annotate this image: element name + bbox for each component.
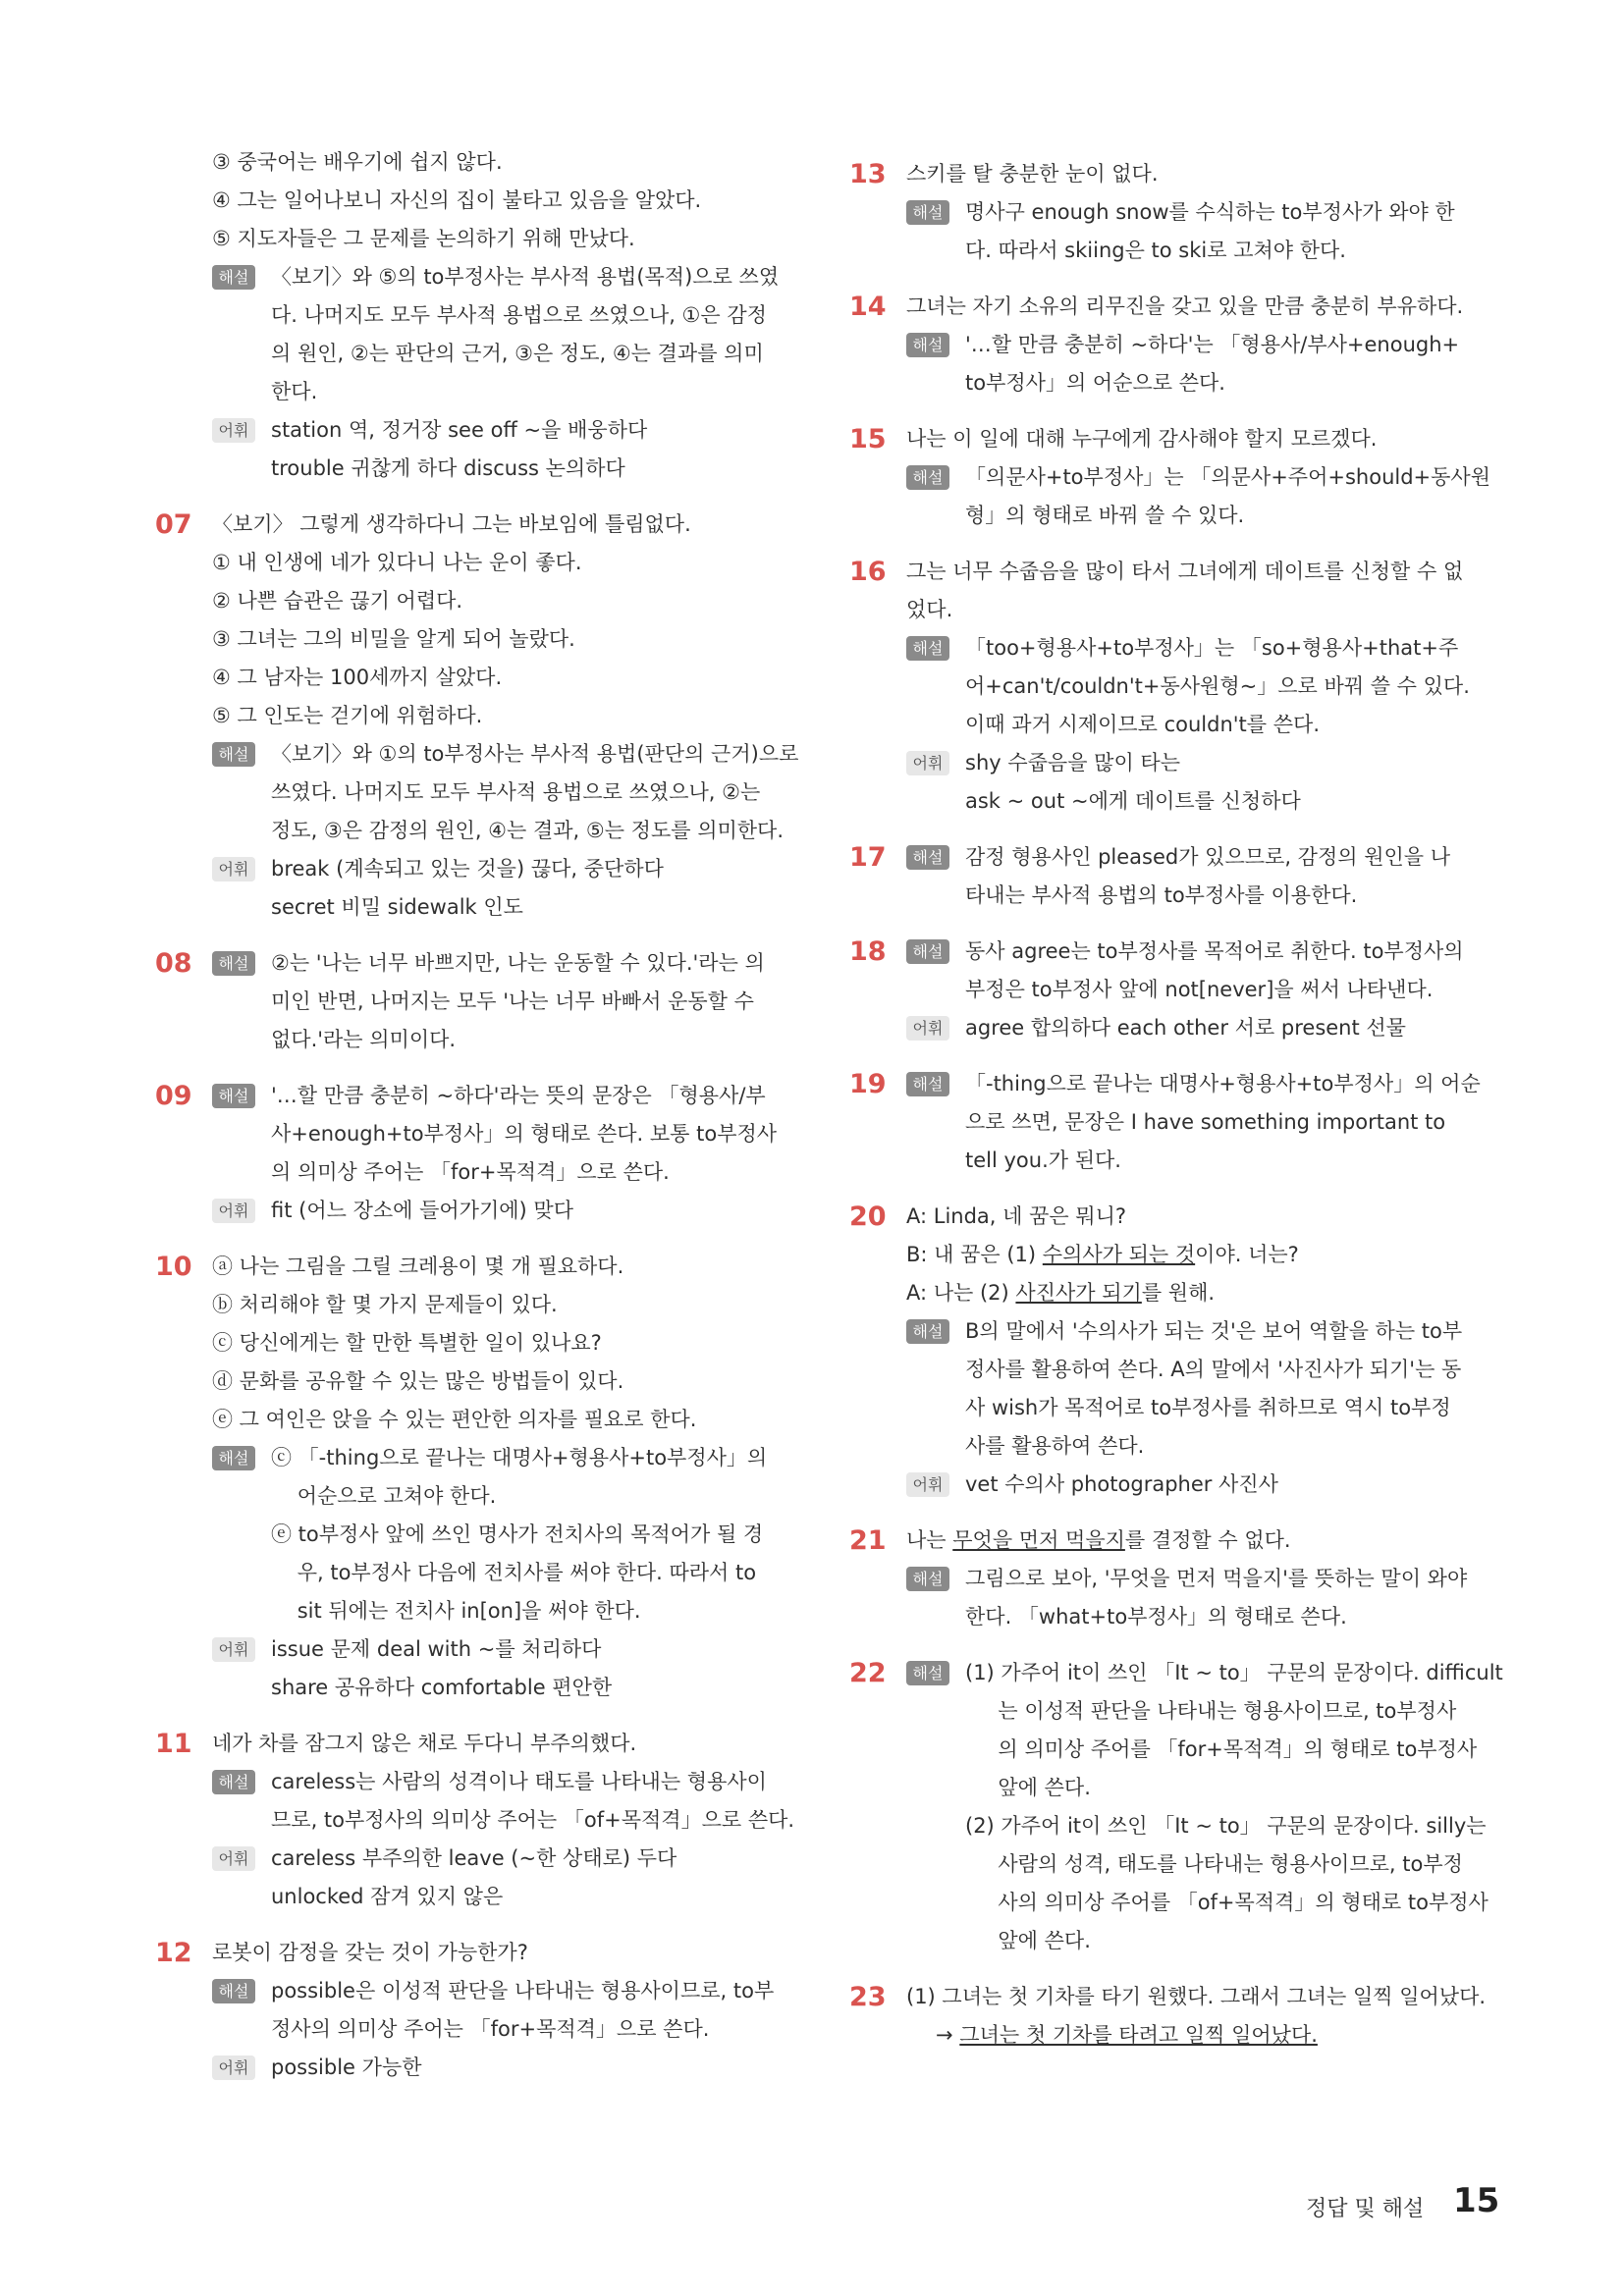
expl-line: 으로 쓰면, 문장은 I have something important to (965, 1110, 1446, 1134)
item-line: 로봇이 감정을 갖는 것이 가능한가? (212, 1941, 528, 1964)
expl-line: 앞에 쓴다. (965, 1929, 1091, 1952)
explanation (851, 458, 1494, 535)
haeseol-badge: 해설 (212, 742, 255, 767)
question-09 (157, 1077, 800, 1230)
item-line: 나는 이 일에 대해 누구에게 감사해야 할지 모르겠다. (906, 427, 1378, 451)
item-line: 〈보기〉 그렇게 생각하다니 그는 바보임에 틀림없다. (212, 512, 691, 536)
haeseol-badge: 해설 (212, 1979, 255, 2003)
arrow-icon: → (936, 2023, 960, 2047)
haeseol-badge: 해설 (906, 636, 949, 661)
item-line: ⓑ 처리해야 할 몇 가지 문제들이 있다. (212, 1293, 558, 1316)
answer-text: 사진사가 되기 (1015, 1281, 1142, 1305)
question-number: 11 (155, 1729, 192, 1759)
expl-line: (2) 가주어 it이 쓰인 「It ~ to」 구문의 문장이다. silly는 (965, 1814, 1487, 1838)
item-line: ⓓ 문화를 공유할 수 있는 많은 방법들이 있다. (212, 1369, 624, 1393)
question-07 (157, 506, 800, 927)
expl-line: to부정사」의 어순으로 쓴다. (965, 371, 1225, 395)
question-number: 17 (849, 842, 887, 873)
item-text: 나는 (906, 1528, 953, 1552)
haeseol-badge: 해설 (906, 1072, 949, 1096)
question-number: 07 (155, 509, 192, 540)
haeseol-badge: 해설 (906, 939, 949, 964)
haeseol-badge: 해설 (906, 1567, 949, 1591)
expl-line: 쓰였다. 나머지도 모두 부사적 용법으로 쓰였으나, ②는 (271, 780, 761, 804)
item-line: ③ 중국어는 배우기에 쉽지 않다. (212, 150, 503, 174)
item-line (851, 1522, 1494, 1560)
expl-line: careless는 사람의 성격이나 태도를 나타내는 형용사이 (271, 1770, 767, 1793)
explanation (851, 838, 1494, 915)
page-number: 15 (1453, 2181, 1500, 2220)
question-number: 10 (155, 1252, 192, 1282)
haeseol-badge: 해설 (906, 1319, 949, 1344)
question-19 (851, 1065, 1494, 1180)
vocabulary (157, 411, 800, 488)
item-line: (1) 그녀는 첫 기차를 타기 원했다. 그래서 그녀는 일찍 일어났다. (906, 1985, 1487, 2008)
question-16 (851, 553, 1494, 821)
eohwi-badge: 어휘 (212, 418, 255, 443)
question-number: 20 (849, 1201, 887, 1232)
expl-line: 앞에 쓴다. (965, 1776, 1091, 1799)
explanation (851, 933, 1494, 1009)
expl-line: 부정은 to부정사 앞에 not[never]을 써서 나타낸다. (965, 978, 1434, 1001)
question-number: 19 (849, 1069, 887, 1099)
vocabulary (157, 1840, 800, 1916)
eohwi-badge: 어휘 (212, 857, 255, 881)
right-column (849, 143, 1503, 2055)
dialogue-text: B: 내 꿈은 (1) (906, 1243, 1043, 1266)
explanation (157, 1763, 800, 1840)
vocab-line: possible 가능한 (271, 2056, 422, 2079)
eohwi-badge: 어휘 (212, 1846, 255, 1871)
expl-line: 우, to부정사 다음에 전치사를 써야 한다. 따라서 to (271, 1561, 757, 1584)
vocab-line: share 공유하다 comfortable 편안한 (271, 1676, 613, 1699)
expl-line: 「too+형용사+to부정사」는 「so+형용사+that+주 (965, 636, 1459, 660)
eohwi-badge: 어휘 (906, 751, 949, 775)
question-21 (851, 1522, 1494, 1636)
expl-line: 이때 과거 시제이므로 couldn't를 쓴다. (965, 713, 1320, 736)
haeseol-badge: 해설 (906, 200, 949, 225)
expl-line: 사+enough+to부정사」의 형태로 쓴다. 보통 to부정사 (271, 1122, 778, 1146)
question-number: 12 (155, 1938, 192, 1968)
haeseol-badge: 해설 (906, 465, 949, 490)
explanation (851, 193, 1494, 270)
expl-line: 「의문사+to부정사」는 「의문사+주어+should+동사원 (965, 465, 1491, 489)
vocabulary (851, 1466, 1494, 1504)
vocabulary (851, 744, 1494, 821)
expl-line: 그림으로 보아, '무엇을 먼저 먹을지'를 뜻하는 말이 와야 (965, 1567, 1468, 1590)
item-line: 그녀는 자기 소유의 리무진을 갖고 있을 만큼 충분히 부유하다. (906, 294, 1464, 318)
vocab-line: fit (어느 장소에 들어가기에) 맞다 (271, 1199, 573, 1222)
expl-line: 정사를 활용하여 쓴다. A의 말에서 '사진사가 되기'는 동 (965, 1358, 1462, 1381)
haeseol-badge: 해설 (212, 1446, 255, 1470)
question-08 (157, 944, 800, 1059)
haeseol-badge: 해설 (906, 333, 949, 357)
question-10 (157, 1248, 800, 1707)
dialogue-text: 이야. 너는? (1195, 1243, 1299, 1266)
item-line: ④ 그 남자는 100세까지 살았다. (212, 666, 503, 689)
eohwi-badge: 어휘 (906, 1472, 949, 1497)
expl-line: 정사의 의미상 주어는 「for+목적격」으로 쓴다. (271, 2017, 710, 2041)
expl-line: 명사구 enough snow를 수식하는 to부정사가 와야 한 (965, 200, 1455, 224)
item-line: ④ 그는 일어나보니 자신의 집이 불타고 있음을 알았다. (212, 188, 702, 212)
expl-line: 므로, to부정사의 의미상 주어는 「of+목적격」으로 쓴다. (271, 1808, 795, 1832)
expl-line: tell you.가 된다. (965, 1148, 1121, 1172)
question-13 (851, 155, 1494, 270)
answer-text: 무엇을 먼저 먹을지 (952, 1528, 1125, 1552)
eohwi-badge: 어휘 (212, 1199, 255, 1223)
question-number: 08 (155, 948, 192, 979)
vocab-line: unlocked 잠겨 있지 않은 (271, 1885, 504, 1908)
haeseol-badge: 해설 (906, 845, 949, 870)
expl-line: possible은 이성적 판단을 나타내는 형용사이므로, to부 (271, 1979, 775, 2002)
haeseol-badge: 해설 (212, 265, 255, 290)
item-line: ⓔ 그 여인은 앉을 수 있는 편안한 의자를 필요로 한다. (212, 1408, 697, 1431)
expl-line: ⓒ 「-thing으로 끝나는 대명사+형용사+to부정사」의 (271, 1446, 768, 1469)
question-number: 09 (155, 1081, 192, 1111)
expl-line: 〈보기〉와 ⑤의 to부정사는 부사적 용법(목적)으로 쓰였 (271, 265, 780, 289)
explanation (157, 1439, 800, 1630)
dialogue-text: A: 나는 (2) (906, 1281, 1016, 1305)
haeseol-badge: 해설 (212, 1770, 255, 1794)
question-17 (851, 838, 1494, 915)
dialogue-line (851, 1274, 1494, 1312)
item-text: 를 결정할 수 없다. (1124, 1528, 1291, 1552)
expl-line: '…할 만큼 충분히 ~하다'라는 뜻의 문장은 「형용사/부 (271, 1084, 766, 1107)
question-18 (851, 933, 1494, 1047)
expl-line: 사의 의미상 주어를 「of+목적격」의 형태로 to부정사 (965, 1891, 1489, 1914)
haeseol-badge: 해설 (212, 1084, 255, 1108)
item-line: ⓒ 당신에게는 할 만한 특별한 일이 있나요? (212, 1331, 602, 1355)
vocabulary (157, 2049, 800, 2087)
expl-line: 감정 형용사인 pleased가 있으므로, 감정의 원인을 나 (965, 845, 1451, 869)
explanation (157, 258, 800, 411)
question-number: 23 (849, 1982, 887, 2012)
expl-line: 다. 나머지도 모두 부사적 용법으로 쓰였으나, ①은 감정 (271, 303, 767, 327)
explanation (851, 1065, 1494, 1180)
dialogue-line (851, 1236, 1494, 1274)
vocab-line: shy 수줍음을 많이 타는 (965, 751, 1180, 774)
expl-line: 타내는 부사적 용법의 to부정사를 이용한다. (965, 883, 1358, 907)
item-line: ⑤ 지도자들은 그 문제를 논의하기 위해 만났다. (212, 227, 635, 250)
expl-line: 동사 agree는 to부정사를 목적어로 취한다. to부정사의 (965, 939, 1464, 963)
question-15 (851, 420, 1494, 535)
question-14 (851, 288, 1494, 402)
expl-line: 한다. 「what+to부정사」의 형태로 쓴다. (965, 1605, 1347, 1629)
expl-line: '…할 만큼 충분히 ~하다'는 「형용사/부사+enough+ (965, 333, 1460, 356)
question-number: 21 (849, 1525, 887, 1556)
question-11 (157, 1725, 800, 1916)
eohwi-badge: 어휘 (212, 1637, 255, 1662)
answer-line (851, 2016, 1494, 2055)
explanation (157, 1972, 800, 2049)
expl-line: 〈보기〉와 ①의 to부정사는 부사적 용법(판단의 근거)으로 (271, 742, 799, 766)
expl-line: 사를 활용하여 쓴다. (965, 1434, 1145, 1458)
question-number: 15 (849, 424, 887, 454)
question-22 (849, 1654, 1503, 1960)
vocab-line: ask ~ out ~에게 데이트를 신청하다 (965, 789, 1301, 813)
expl-line: B의 말에서 '수의사가 되는 것'은 보어 역할을 하는 to부 (965, 1319, 1463, 1343)
explanation (157, 735, 800, 850)
vocabulary (851, 1009, 1494, 1047)
vocab-line: break (계속되고 있는 것을) 끊다, 중단하다 (271, 857, 664, 881)
haeseol-badge: 해설 (906, 1661, 949, 1685)
expl-line: 다. 따라서 skiing은 to ski로 고쳐야 한다. (965, 239, 1346, 262)
expl-line: 사람의 성격, 태도를 나타내는 형용사이므로, to부정 (965, 1852, 1463, 1876)
vocabulary (157, 1192, 800, 1230)
question-number: 16 (849, 557, 887, 587)
item-line: ① 내 인생에 네가 있다니 나는 운이 좋다. (212, 551, 582, 574)
expl-line: 없다.'라는 의미이다. (271, 1028, 457, 1051)
expl-line: 의 의미상 주어는 「for+목적격」으로 쓴다. (271, 1160, 670, 1184)
item-line: ② 나쁜 습관은 끊기 어렵다. (212, 589, 463, 613)
eohwi-badge: 어휘 (906, 1016, 949, 1041)
expl-line: 한다. (271, 380, 318, 403)
expl-line: ⓔ to부정사 앞에 쓰인 명사가 전치사의 목적어가 될 경 (271, 1522, 764, 1546)
vocab-line: issue 문제 deal with ~를 처리하다 (271, 1637, 602, 1661)
expl-line: ②는 '나는 너무 바쁘지만, 나는 운동할 수 있다.'라는 의 (271, 951, 765, 975)
vocab-line: station 역, 정거장 see off ~을 배웅하다 (271, 418, 648, 442)
vocab-line: secret 비밀 sidewalk 인도 (271, 895, 523, 919)
question-number: 13 (849, 159, 887, 189)
question-number: 18 (849, 936, 887, 967)
question-number: 14 (849, 292, 887, 322)
dialogue-text: 를 원해. (1141, 1281, 1216, 1305)
expl-line: 의 의미상 주어를 「for+목적격」의 형태로 to부정사 (965, 1737, 1478, 1761)
haeseol-badge: 해설 (212, 951, 255, 976)
expl-line: 의 원인, ②는 판단의 근거, ③은 정도, ④는 결과를 의미 (271, 342, 764, 365)
left-column (157, 143, 800, 2087)
expl-line: 정도, ③은 감정의 원인, ④는 결과, ⑤는 정도를 의미한다. (271, 819, 785, 842)
expl-line: sit 뒤에는 전치사 in[on]을 써야 한다. (271, 1599, 641, 1623)
vocab-line: agree 합의하다 each other 서로 present 선물 (965, 1016, 1406, 1040)
expl-line: (1) 가주어 it이 쓰인 「It ~ to」 구문의 문장이다. difficult (965, 1661, 1503, 1684)
item-line: ⓐ 나는 그림을 그릴 크레용이 몇 개 필요하다. (212, 1255, 624, 1278)
explanation (851, 1560, 1494, 1636)
item-line: ⑤ 그 인도는 걷기에 위험하다. (212, 704, 483, 727)
explanation (157, 944, 800, 1059)
expl-line: 사 wish가 목적어로 to부정사를 취하므로 역시 to부정 (965, 1396, 1451, 1419)
question-number: 22 (849, 1658, 887, 1688)
question-20 (851, 1198, 1494, 1504)
item-line: ③ 그녀는 그의 비밀을 알게 되어 놀랐다. (212, 627, 575, 651)
vocabulary (157, 850, 800, 927)
item-line: 었다. (906, 598, 953, 621)
vocab-line: careless 부주의한 leave (~한 상태로) 두다 (271, 1846, 677, 1870)
expl-line: 어+can't/couldn't+동사원형~」으로 바꿔 쓸 수 있다. (965, 674, 1470, 698)
dialogue-line: A: Linda, 네 꿈은 뭐니? (906, 1204, 1127, 1228)
explanation (851, 1312, 1494, 1466)
q06-continued (157, 143, 800, 488)
answer-text: 그녀는 첫 기차를 타려고 일찍 일어났다. (959, 2023, 1318, 2047)
expl-line: 어순으로 고쳐야 한다. (271, 1484, 497, 1508)
expl-line: 「-thing으로 끝나는 대명사+형용사+to부정사」의 어순 (965, 1072, 1481, 1095)
item-line: 네가 차를 잠그지 않은 채로 두다니 부주의했다. (212, 1732, 637, 1755)
item-line: 스키를 탈 충분한 눈이 없다. (906, 162, 1159, 186)
question-12 (157, 1934, 800, 2087)
explanation (157, 1077, 800, 1192)
eohwi-badge: 어휘 (212, 2056, 255, 2080)
answer-text: 수의사가 되는 것 (1042, 1243, 1196, 1266)
expl-line: 형」의 형태로 바꿔 쓸 수 있다. (965, 504, 1245, 527)
vocab-line: trouble 귀찮게 하다 discuss 논의하다 (271, 456, 625, 480)
vocabulary (157, 1630, 800, 1707)
question-23 (851, 1978, 1494, 2055)
vocab-line: vet 수의사 photographer 사진사 (965, 1472, 1278, 1496)
item-line: 그는 너무 수줍음을 많이 타서 그녀에게 데이트를 신청할 수 없 (906, 560, 1464, 583)
expl-line: 는 이성적 판단을 나타내는 형용사이므로, to부정사 (965, 1699, 1457, 1723)
explanation (851, 1654, 1503, 1960)
explanation (851, 326, 1494, 402)
explanation (851, 629, 1494, 744)
footer-label: 정답 및 해설 (1306, 2197, 1425, 2221)
expl-line: 미인 반면, 나머지는 모두 '나는 너무 바빠서 운동할 수 (271, 989, 754, 1013)
